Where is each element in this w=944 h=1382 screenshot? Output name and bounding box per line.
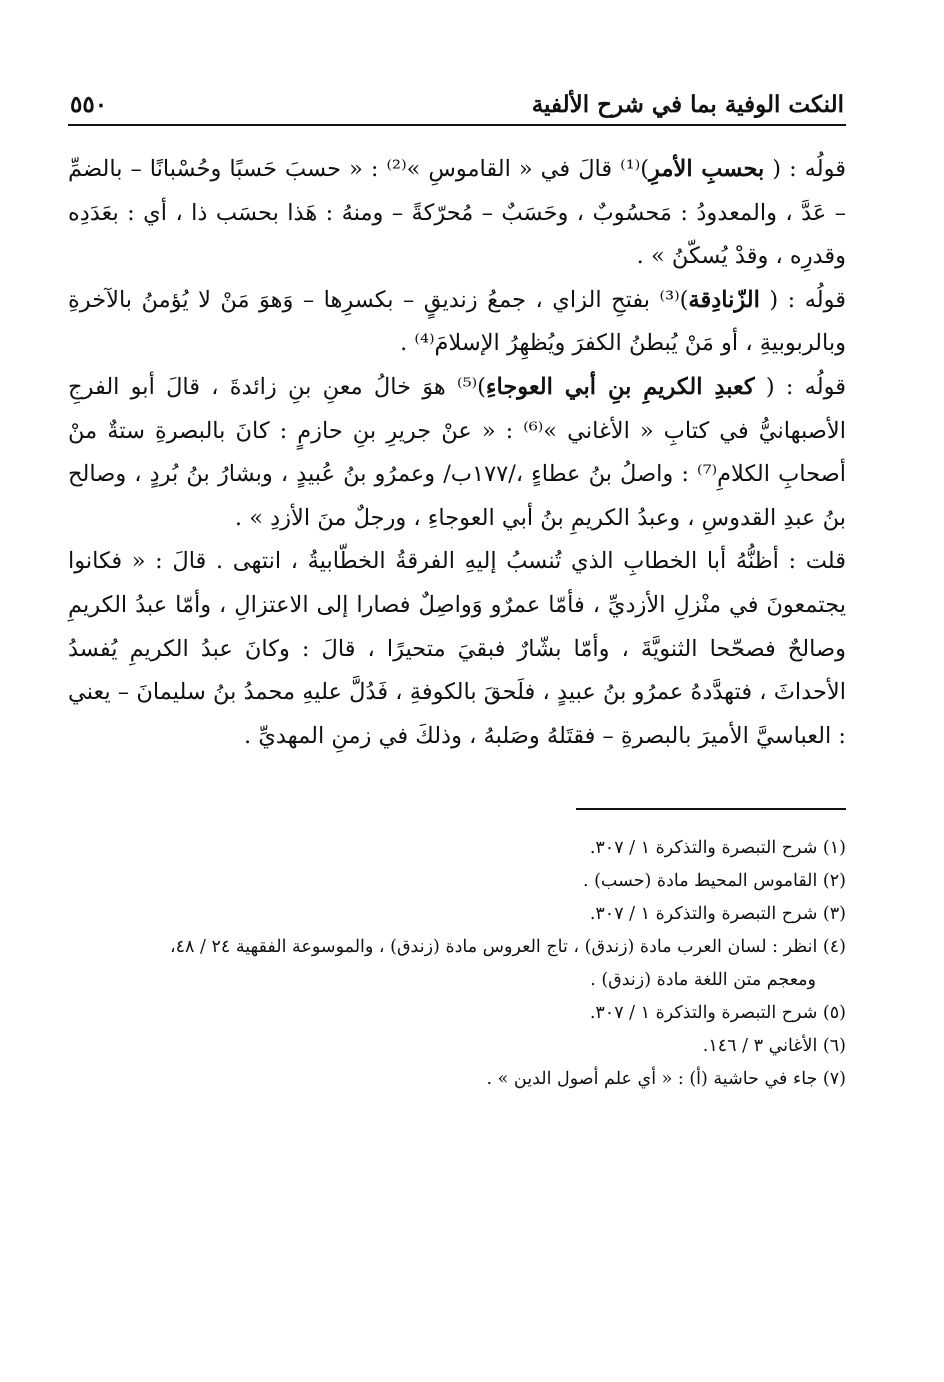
document-page: [68, 70, 846, 1096]
footnote-6: (٦) الأغاني ٣ / ١٤٦.: [702, 1036, 846, 1057]
term-1: بحسبِ الأمرِ: [649, 156, 765, 182]
footnote-4-continued: ومعجم متن اللغة مادة (زندق) .: [590, 970, 816, 991]
footnote-1: (١) شرح التبصرة والتذكرة ١ / ٣٠٧.: [589, 838, 846, 859]
footnote-separator: [576, 808, 846, 810]
page-number: ٥٥٠: [70, 91, 108, 118]
paragraph-3: قولُه : ( كعبدِ الكريمِ بنِ أبي العوجاءِ)⁽⁵⁾ هوَ خالُ معنِ بنِ زائدةَ ، قالَ أبو الفرجِ الأصبهانيُّ في كتابِ « الأغاني »⁽⁶⁾ : « عنْ جريرِ بنِ حازمٍ : كانَ بالبصرةِ ستةٌ منْ أصحابِ الكلامِ⁽⁷⁾ : واصلُ بنُ عطاءٍ ،/١٧٧ب/ وعمرُو بنُ عُبيدٍ ، وبشارُ بنُ بُردٍ ، وصالح بنُ عبدِ القدوسِ ، وعبدُ الكريمِ بنُ أبي العوجاءِ ، ورجلٌ منَ الأزدِ » .: [68, 373, 847, 531]
footnote-2: (٢) القاموس المحيط مادة (حسب) .: [582, 871, 846, 892]
term-3: كعبدِ الكريمِ بنِ أبي العوجاءِ: [485, 373, 755, 400]
term-2: الزّنادِقة: [688, 286, 760, 313]
paragraph-4: قلت : أظنُّهُ أبا الخطابِ الذي تُنسبُ إليهِ الفرقةُ الخطّابيةُ ، انتهى . قالَ : « فكانوا يجتمعونَ في منْزلِ الأزديِّ ، فأمّا عمرٌو وَواصِلٌ فصارا إلى الاعتزالِ ، وأمّا عبدُ الكريمِ وصالحٌ فصحّحا الثنويَّةَ ، وأمّا بشّارٌ فبقيَ متحيرًا ، قالَ : وكانَ عبدُ الكريمِ يُفسدُ الأحداثَ ، فتهدَّدهُ عمرُو بنُ عبيدٍ ، فلَحقَ بالكوفةِ ، فَدُلَّ عليهِ محمدُ بنُ سليمانَ – يعني : العباسيَّ الأميرَ بالبصرةِ – فقتَلهُ وصَلبهُ ، وذلكَ في زمنِ المهديِّ .: [68, 548, 846, 749]
footnote-5: (٥) شرح التبصرة والتذكرة ١ / ٣٠٧.: [589, 1003, 846, 1024]
footnotes: [68, 832, 846, 1096]
paragraph-1: قولُه : ( بحسبِ الأمرِ)⁽¹⁾ قالَ في « القاموسِ »⁽²⁾ : « حسبَ حَسبًا وحُسْبانًا – بالضمِّ – عَدَّ ، والمعدودُ : مَحسُوبٌ ، وحَسَبٌ – مُحرّكةً – ومنهُ : هَذا بحسَب ذا ، أي : بعَدَدِه وقدرِه ، وقدْ يُسكّنُ » .: [68, 156, 846, 270]
footnote-4: (٤) انظر : لسان العرب مادة (زندق) ، تاج العروس مادة (زندق) ، والموسوعة الفقهية ٢٤ / ٤٨،: [169, 937, 846, 958]
main-text: [68, 148, 846, 758]
running-header: [68, 70, 846, 126]
footnote-7: (٧) جاء في حاشية (أ) : « أي علم أصول الدين » .: [486, 1069, 846, 1090]
paragraph-2: قولُه : ( الزّنادِقة)⁽³⁾ بفتحِ الزاي ، جمعُ زنديقٍ – بكسرِها – وَهوَ مَنْ لا يُؤمنُ بالآخرةِ وبالربوبيةِ ، أو مَنْ يُبطنُ الكفرَ ويُظهِرُ الإسلامَ⁽⁴⁾ .: [68, 286, 846, 357]
footnote-3: (٣) شرح التبصرة والتذكرة ١ / ٣٠٧.: [589, 904, 846, 925]
header-title: النكت الوفية بما في شرح الألفية: [531, 91, 844, 118]
